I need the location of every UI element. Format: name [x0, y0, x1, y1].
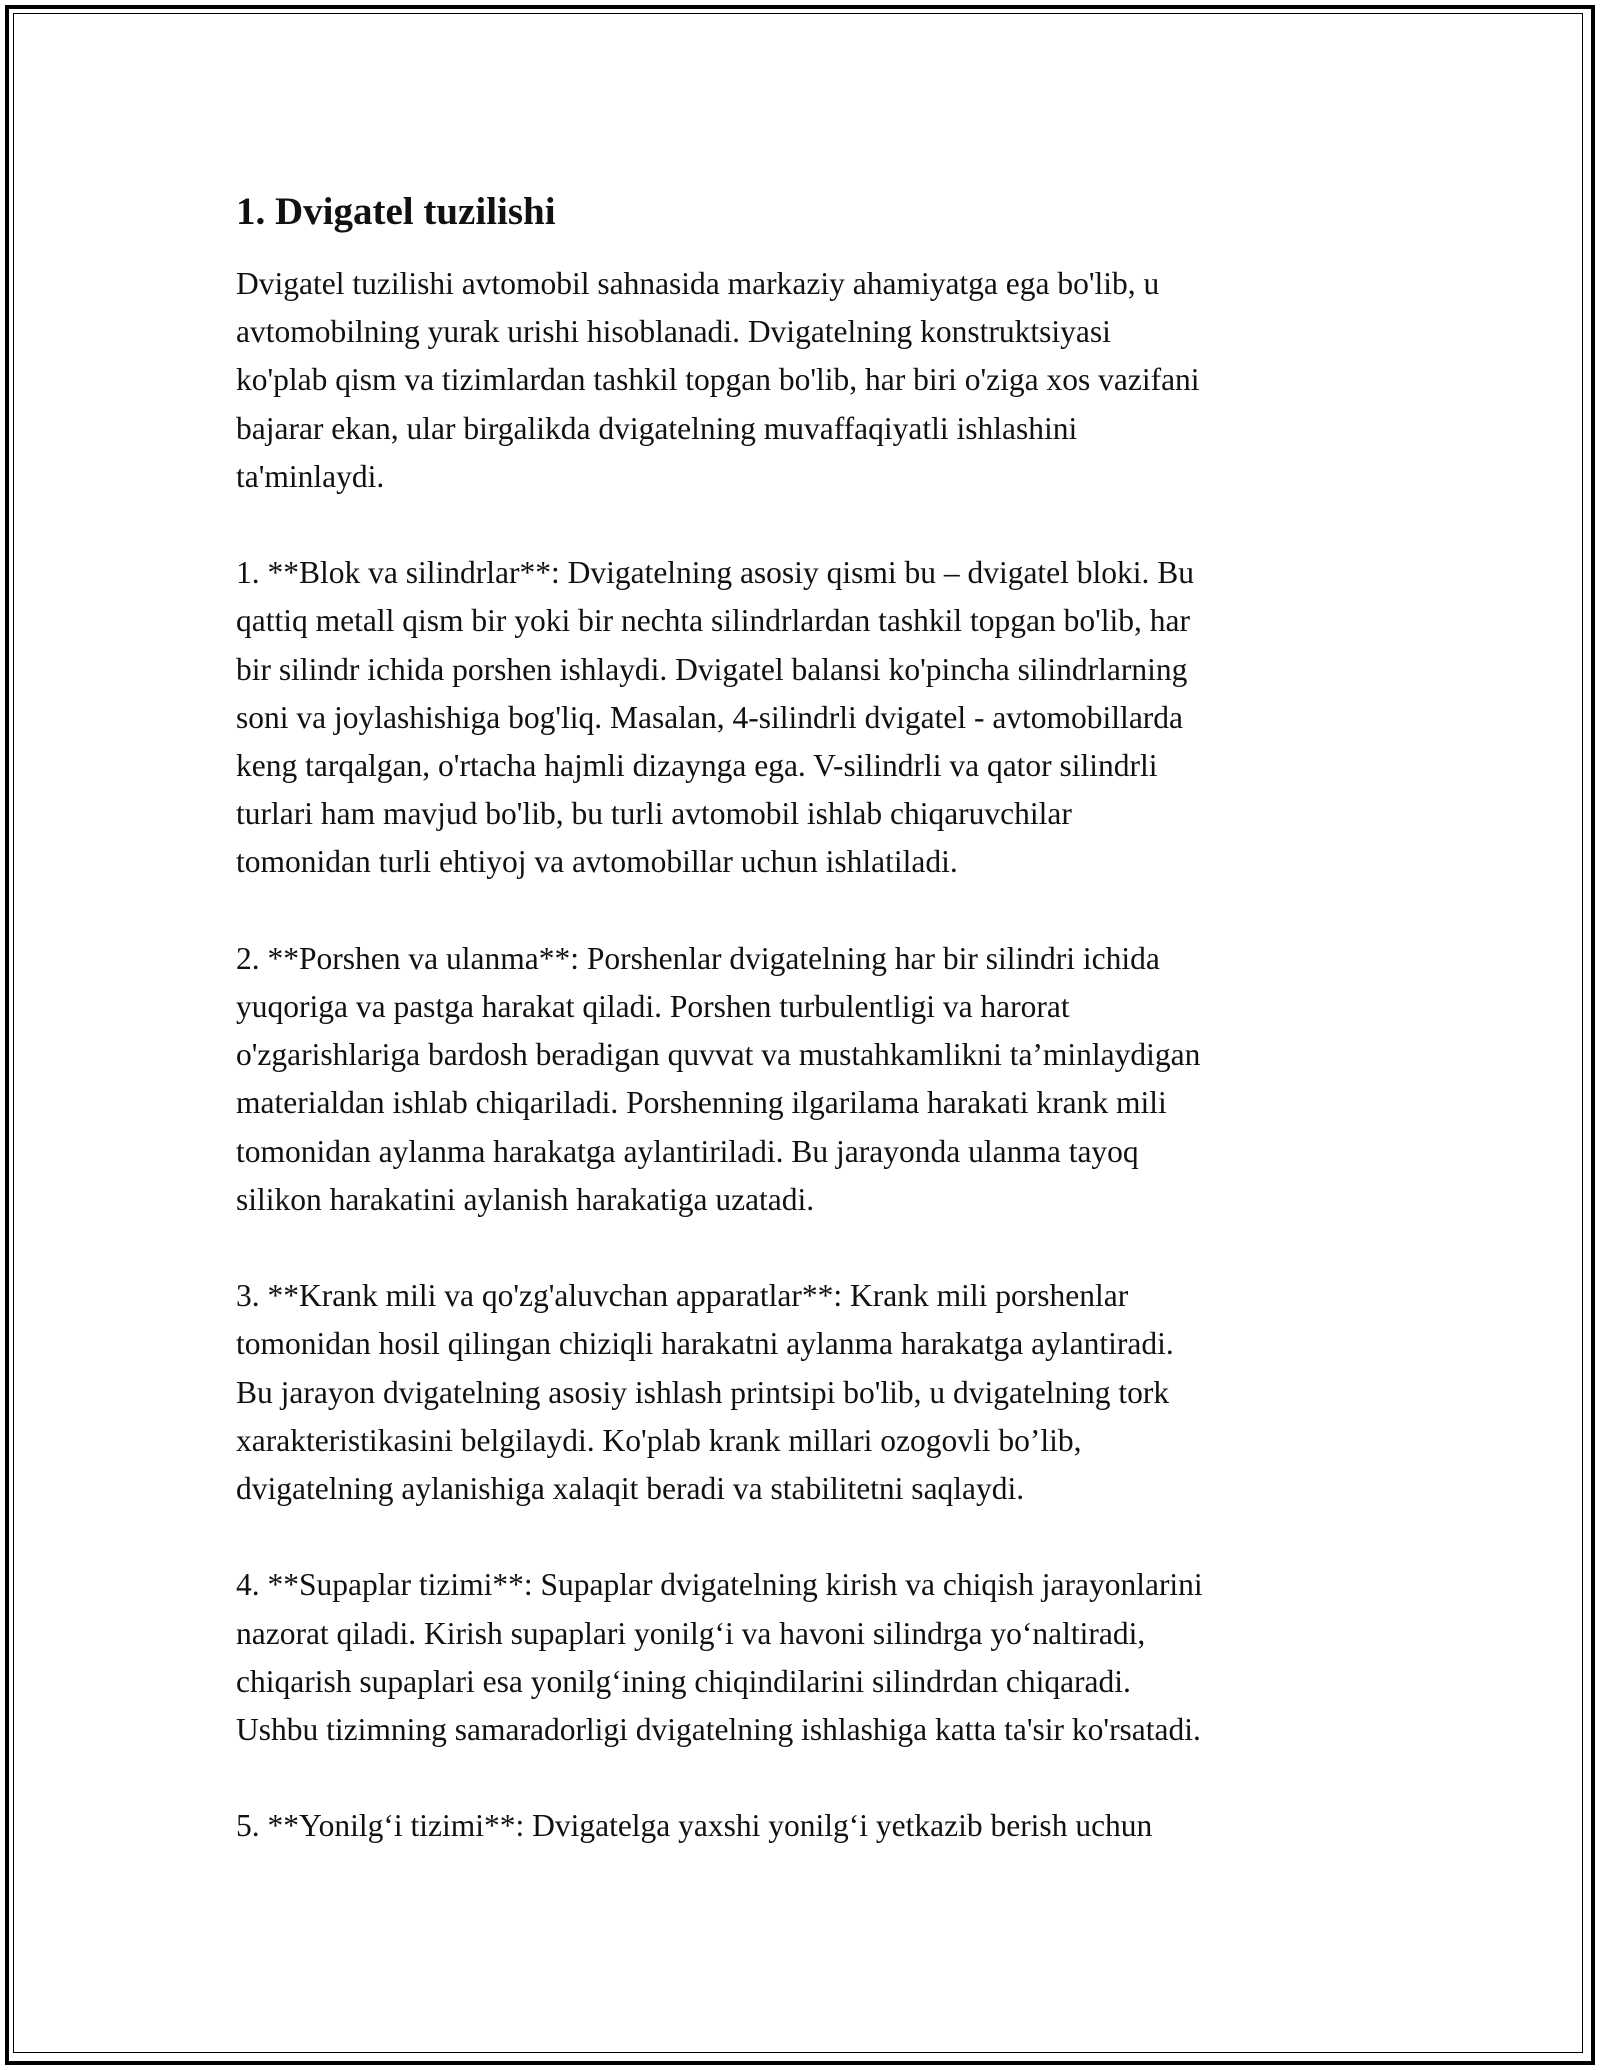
text-line: bir silindr ichida porshen ishlaydi. Dvigatel balansi ko'pincha silindrlarning [236, 651, 1188, 687]
text-line: soni va joylashishiga bog'liq. Masalan, 4-silindrli dvigatel - avtomobillarda [236, 699, 1184, 735]
text-line: turlari ham mavjud bo'lib, bu turli avtomobil ishlab chiqaruvchilar [236, 796, 1072, 832]
text-line: materialdan ishlab chiqariladi. Porshenning ilgarilama harakati krank mili [236, 1085, 1167, 1121]
text-line: keng tarqalgan, o'rtacha hajmli dizaynga ega. V-silindrli va qator silindrli [236, 748, 1158, 784]
text-line: 4. **Supaplar tizimi**: Supaplar dvigatelning kirish va chiqish jarayonlarini [236, 1567, 1203, 1603]
text-line: tomonidan hosil qilingan chiziqli harakatni aylanma harakatga aylantiradi. [236, 1326, 1174, 1362]
paragraph-blok-va-silindrlar [236, 549, 1366, 886]
paragraph-supaplar-tizimi [236, 1561, 1366, 1754]
text-line: Ushbu tizimning samaradorligi dvigatelning ishlashiga katta ta'sir ko'rsatadi. [236, 1712, 1201, 1748]
text-line: qattiq metall qism bir yoki bir nechta silindrlardan tashkil topgan bo'lib, har [236, 603, 1190, 639]
paragraph-intro [236, 260, 1366, 501]
text-line: Bu jarayon dvigatelning asosiy ishlash printsipi bo'lib, u dvigatelning tork [236, 1374, 1170, 1410]
text-line: bajarar ekan, ular birgalikda dvigatelning muvaffaqiyatli ishlashini [236, 410, 1078, 446]
text-line: ko'plab qism va tizimlardan tashkil topgan bo'lib, har biri o'ziga xos vazifani [236, 362, 1200, 398]
text-line: nazorat qiladi. Kirish supaplari yonilg‘i va havoni silindrga yo‘naltiradi, [236, 1615, 1146, 1651]
text-line: tomonidan turli ehtiyoj va avtomobillar uchun ishlatiladi. [236, 844, 958, 880]
paragraph-porshen-va-ulanma [236, 935, 1366, 1224]
text-line: 1. **Blok va silindrlar**: Dvigatelning asosiy qismi bu – dvigatel bloki. Bu [236, 555, 1195, 591]
text-line: dvigatelning aylanishiga xalaqit beradi va stabilitetni saqlaydi. [236, 1471, 1025, 1507]
text-line: ta'minlaydi. [236, 458, 385, 494]
text-line: avtomobilning yurak urishi hisoblanadi. Dvigatelning konstruktsiyasi [236, 314, 1111, 350]
text-line: chiqarish supaplari esa yonilg‘ining chiqindilarini silindrdan chiqaradi. [236, 1663, 1131, 1699]
text-line: 3. **Krank mili va qo'zg'aluvchan apparatlar**: Krank mili porshenlar [236, 1278, 1129, 1314]
text-line: xarakteristikasini belgilaydi. Ko'plab krank millari ozogovli bo’lib, [236, 1422, 1082, 1458]
text-line: silikon harakatini aylanish harakatiga uzatadi. [236, 1181, 815, 1217]
document-body [236, 186, 1366, 1851]
text-line: yuqoriga va pastga harakat qiladi. Porshen turbulentligi va harorat [236, 989, 1070, 1025]
text-line: 5. **Yonilg‘i tizimi**: Dvigatelga yaxshi yonilg‘i yetkazib berish uchun [236, 1808, 1153, 1844]
text-line: tomonidan aylanma harakatga aylantiriladi. Bu jarayonda ulanma tayoq [236, 1133, 1139, 1169]
paragraph-krank-mili [236, 1272, 1366, 1513]
text-line: 2. **Porshen va ulanma**: Porshenlar dvigatelning har bir silindri ichida [236, 940, 1160, 976]
text-line: o'zgarishlariga bardosh beradigan quvvat va mustahkamlikni ta’minlaydigan [236, 1037, 1201, 1073]
text-line: Dvigatel tuzilishi avtomobil sahnasida markaziy ahamiyatga ega bo'lib, u [236, 266, 1160, 301]
paragraph-yonilgi-tizimi [236, 1802, 1366, 1850]
document-title: 1. Dvigatel tuzilishi [236, 190, 556, 233]
